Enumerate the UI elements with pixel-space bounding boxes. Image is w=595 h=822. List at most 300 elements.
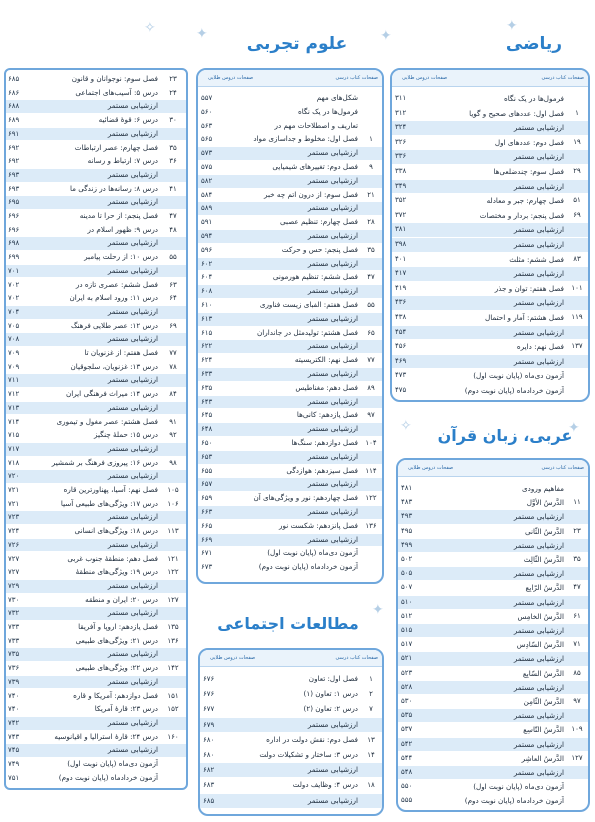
lesson-title: آزمون دی‌ماه (پایان نوبت اول) (67, 759, 158, 768)
golden-lesson-page-number: ۶۹۸ (8, 239, 20, 248)
toc-row (398, 539, 588, 552)
golden-lesson-page-number: ۶۰۴ (201, 273, 213, 282)
book-page-number: ۲۴ (169, 88, 177, 97)
lesson-title: درس ۱۵: حملهٔ چنگیز (93, 430, 158, 440)
lesson-title: ارزشیابی مستمر (107, 402, 158, 412)
book-page-number: ۷ (369, 705, 373, 714)
toc-row (398, 638, 588, 651)
lesson-title: ارزشیابی مستمر (307, 286, 358, 296)
lesson-title: فصل سوم: نوجوانان و قانون (71, 74, 158, 83)
lesson-title: ارزشیابی مستمر (107, 169, 158, 179)
toc-row (398, 681, 588, 694)
toc-row (6, 292, 186, 305)
lesson-title: فصل چهارم: عصر ارتباطات (74, 142, 158, 152)
toc-row (6, 73, 186, 86)
toc-row (6, 196, 186, 209)
toc-row (200, 687, 382, 701)
toc-row (6, 388, 186, 401)
toc-row (198, 216, 382, 229)
lesson-title: ارزشیابی مستمر (513, 654, 564, 664)
toc-row (392, 136, 588, 150)
golden-lesson-page-number: ۶۵۵ (201, 466, 213, 475)
golden-lesson-page-number: ۷۰۹ (8, 362, 20, 371)
golden-lesson-page-number: ۴۹۵ (401, 526, 413, 535)
golden-lesson-page-number: ۵۹۴ (201, 232, 213, 240)
lesson-title: فصل سوم: چندضلعی‌ها (493, 167, 564, 176)
toc-row (398, 780, 588, 793)
header-student-pages: صفحات دروس طلایی (208, 75, 254, 81)
lesson-title: ارزشیابی مستمر (107, 443, 158, 453)
toc-row (6, 251, 186, 264)
lesson-title: درس ۱۴: میراث فرهنگی ایران (65, 389, 158, 399)
toc-row (6, 100, 186, 113)
lesson-title: فصل سوم: از درون اتم چه خبر (264, 189, 358, 199)
toc-row (6, 142, 186, 155)
golden-lesson-page-number: ۶۱۵ (201, 328, 213, 337)
sparkle-decoration: ✦ (196, 26, 208, 42)
toc-row (392, 165, 588, 179)
lesson-title: ارزشیابی مستمر (307, 479, 358, 489)
lesson-title: الدَّرسُ الثّانی (524, 526, 564, 536)
toc-row (6, 470, 186, 483)
book-page-number: ۳۰ (169, 116, 177, 125)
golden-lesson-page-number: ۷۲۶ (8, 540, 20, 549)
golden-lesson-page-number: ۷۴۵ (8, 746, 20, 755)
golden-lesson-page-number: ۵۰۵ (401, 569, 413, 578)
golden-lesson-page-number: ۷۲۷ (8, 568, 20, 577)
toc-row (200, 778, 382, 792)
golden-lesson-page-number: ۵۲۳ (401, 668, 413, 677)
book-page-number: ۱۲۱ (167, 554, 179, 563)
lesson-title: فرمول‌ها در یک نگاه (297, 106, 358, 116)
book-page-number: ۱۱۴ (365, 466, 377, 475)
lesson-title: ارزشیابی مستمر (513, 181, 564, 191)
lesson-title: ارزشیابی مستمر (107, 265, 158, 275)
lesson-title: ارزشیابی مستمر (307, 719, 358, 729)
golden-lesson-page-number: ۵۶۵ (201, 135, 213, 144)
toc-row (6, 224, 186, 237)
toc-row (6, 183, 186, 196)
lesson-title: فصل اول: مخلوط و جداسازی مواد (253, 134, 358, 144)
lesson-title: فصل پنجم: از حرا تا مدینه (79, 211, 158, 220)
toc-row (392, 121, 588, 135)
lesson-title: ارزشیابی مستمر (107, 539, 158, 549)
section-title-math: ریاضی (505, 34, 563, 54)
lesson-title: الدَّرسُ الرّابِع (525, 583, 564, 593)
lesson-title: الدَّرسُ الثّامِن (523, 697, 564, 706)
golden-lesson-page-number: ۶۱۳ (201, 314, 213, 323)
book-page-number: ۱۶۰ (167, 732, 179, 741)
golden-lesson-page-number: ۶۵۳ (201, 452, 213, 461)
golden-lesson-page-number: ۷۱۱ (8, 376, 20, 385)
golden-lesson-page-number: ۶۷۱ (201, 549, 213, 558)
lesson-title: فصل ششم: عصری تازه در (75, 279, 158, 289)
lesson-title: فصل پنجم: حس و حرکت (281, 244, 358, 254)
header-student-pages: صفحات دروس طلایی (210, 655, 256, 661)
toc-row (6, 539, 186, 552)
lesson-title: درس ۱۸: ویژگی‌های انسانی (74, 526, 158, 536)
lesson-title: ارزشیابی مستمر (513, 682, 564, 692)
golden-lesson-page-number: ۷۳۹ (8, 677, 20, 686)
lesson-title: درس ۸: رسانه‌ها در زندگی ما (69, 183, 158, 193)
sparkle-decoration: ✦ (372, 602, 384, 618)
golden-lesson-page-number: ۶۴۳ (201, 397, 213, 406)
lesson-title: درس ۲۳: قارهٔ آمریکا (94, 704, 158, 714)
golden-lesson-page-number: ۴۹۹ (401, 540, 413, 549)
toc-row (6, 128, 186, 141)
lesson-title: درس ۱۳: غزنویان، سلجوقیان (70, 361, 158, 371)
book-page-number: ۳۵ (573, 555, 581, 563)
golden-lesson-page-number: ۶۶۵ (201, 521, 213, 530)
book-page-number: ۱۰۵ (167, 486, 179, 494)
toc-row (392, 150, 588, 164)
lesson-title: درس ۲۱: ویژگی‌های طبیعی (75, 635, 158, 645)
toc-row (198, 465, 382, 478)
golden-lesson-page-number: ۶۷۶ (203, 690, 215, 699)
golden-lesson-page-number: ۶۵۰ (201, 439, 213, 447)
golden-lesson-page-number: ۶۸۸ (8, 102, 20, 111)
book-page-number: ۸۳ (573, 254, 581, 263)
toc-row (6, 320, 186, 333)
toc-row (398, 738, 588, 751)
lesson-title: فصل پنجم: بردار و مختصات (479, 210, 564, 220)
golden-lesson-page-number: ۴۳۶ (395, 298, 407, 307)
toc-row (198, 506, 382, 519)
toc-row (198, 423, 382, 436)
golden-lesson-page-number: ۵۵۷ (201, 94, 213, 102)
golden-lesson-page-number: ۶۸۰ (203, 751, 215, 759)
lesson-title: ارزشیابی مستمر (107, 580, 158, 590)
lesson-title: فصل نهم: الکتریسیته (294, 355, 358, 365)
golden-lesson-page-number: ۵۰۲ (401, 555, 413, 563)
lesson-title: ارزشیابی مستمر (307, 258, 358, 268)
lesson-title: ارزشیابی مستمر (307, 148, 358, 158)
toc-row (198, 106, 382, 119)
golden-lesson-page-number: ۷۳۶ (8, 664, 20, 673)
toc-row (398, 482, 588, 495)
toc-row (398, 667, 588, 680)
golden-lesson-page-number: ۵۲۱ (401, 654, 413, 663)
lesson-title: فصل هشتم: عصر مغول و تیموری (56, 416, 158, 426)
table-header (200, 650, 382, 667)
toc-row (398, 766, 588, 779)
toc-row (6, 498, 186, 511)
golden-lesson-page-number: ۷۰۲ (8, 294, 20, 303)
lesson-title: شکل‌های مهم (316, 93, 358, 102)
golden-lesson-page-number: ۷۳۲ (8, 609, 20, 618)
golden-lesson-page-number: ۶۹۶ (8, 225, 20, 234)
golden-lesson-page-number: ۷۳۵ (8, 650, 20, 659)
lesson-title: ارزشیابی مستمر (107, 717, 158, 727)
golden-lesson-page-number: ۵۱۵ (401, 626, 413, 634)
golden-lesson-page-number: ۶۸۹ (8, 116, 20, 125)
golden-lesson-page-number: ۳۱۲ (395, 108, 407, 117)
toc-row (6, 210, 186, 223)
golden-lesson-page-number: ۶۸۵ (203, 796, 215, 805)
toc-row (392, 267, 588, 281)
toc-row (6, 690, 186, 703)
book-page-number: ۱ (575, 108, 579, 117)
toc-row (198, 340, 382, 353)
toc-row (6, 333, 186, 346)
book-page-number: ۱۵۱ (167, 691, 179, 700)
toc-box-math (390, 68, 590, 402)
lesson-title: ارزشیابی مستمر (513, 711, 564, 721)
book-page-number: ۶۹ (573, 210, 581, 219)
golden-lesson-page-number: ۷۱۵ (8, 431, 20, 440)
book-page-number: ۱۲۲ (365, 494, 377, 503)
golden-lesson-page-number: ۶۶۳ (201, 508, 213, 516)
toc-row (6, 594, 186, 607)
lesson-title: فصل دوازدهم: آمریکا و قاره (73, 690, 158, 700)
toc-row (198, 354, 382, 367)
lesson-title: ارزشیابی مستمر (107, 334, 158, 344)
toc-row (198, 451, 382, 464)
lesson-title: ارزشیابی مستمر (107, 197, 158, 207)
golden-lesson-page-number: ۶۸۶ (8, 88, 20, 97)
toc-row (392, 194, 588, 208)
book-page-number: ۱۳ (367, 735, 375, 744)
section-title-arabic: عربی، زبان قرآن (437, 426, 573, 445)
toc-row (198, 285, 382, 298)
book-page-number: ۲۳ (169, 75, 177, 83)
toc-row (200, 733, 382, 747)
golden-lesson-page-number: ۶۷۶ (203, 675, 215, 683)
toc-row (6, 114, 186, 127)
toc-row (6, 347, 186, 360)
toc-row (198, 147, 382, 160)
golden-lesson-page-number: ۶۳۵ (201, 383, 213, 392)
lesson-title: فصل یازدهم: کانی‌ها (296, 410, 358, 420)
golden-lesson-page-number: ۶۱۰ (201, 301, 213, 309)
toc-row (6, 662, 186, 675)
sparkle-decoration: ✦ (568, 420, 580, 436)
lesson-title: الدَّرسُ الثّالِث (523, 555, 564, 564)
toc-box-arabic (396, 458, 590, 812)
book-page-number: ۱۴۲ (167, 664, 179, 673)
toc-row (198, 327, 382, 340)
toc-row (6, 306, 186, 319)
golden-lesson-page-number: ۴۵۶ (395, 342, 407, 351)
lesson-title: ارزشیابی مستمر (307, 424, 358, 434)
book-page-number: ۳۶ (169, 157, 177, 166)
golden-lesson-page-number: ۶۸۵ (8, 75, 20, 83)
section-title-social: مطالعات اجتماعی (217, 614, 359, 633)
toc-row (392, 92, 588, 106)
lesson-title: فصل ششم: تنظیم هورمونی (272, 272, 358, 282)
book-page-number: ۱ (369, 135, 373, 144)
golden-lesson-page-number: ۶۰۲ (201, 259, 213, 268)
lesson-title: فصل چهاردهم: نور و ویژگی‌های آن (253, 493, 358, 503)
golden-lesson-page-number: ۶۵۹ (201, 494, 213, 503)
golden-lesson-page-number: ۷۱۸ (8, 458, 20, 467)
golden-lesson-page-number: ۶۶۹ (201, 535, 213, 544)
toc-row (398, 510, 588, 523)
golden-lesson-page-number: ۷۴۰ (8, 691, 20, 700)
lesson-title: فصل هفتم: الفبای زیست فناوری (259, 300, 358, 309)
toc-row (198, 478, 382, 491)
book-page-number: ۲ (369, 690, 373, 699)
toc-row (398, 525, 588, 538)
book-page-number: ۱۱۹ (571, 313, 583, 321)
sparkle-decoration: ✧ (400, 418, 412, 434)
lesson-title: درس ۱۹: ویژگی‌های منطقهٔ (75, 567, 158, 577)
golden-lesson-page-number: ۷۲۰ (8, 472, 20, 481)
lesson-title: فصل اول: تعاون (308, 674, 358, 683)
toc-row (6, 402, 186, 415)
lesson-title: فصل دوم: تغییرهای شیمیایی (272, 162, 358, 171)
lesson-title: ارزشیابی مستمر (307, 341, 358, 351)
toc-row (6, 429, 186, 442)
toc-row (198, 92, 382, 105)
golden-lesson-page-number: ۶۹۲ (8, 157, 20, 166)
golden-lesson-page-number: ۵۳۷ (401, 725, 413, 734)
toc-row (198, 382, 382, 395)
book-page-number: ۳۵ (169, 143, 177, 152)
book-page-number: ۱۹ (573, 137, 581, 146)
toc-row (6, 717, 186, 730)
book-page-number: ۱۱ (573, 498, 581, 507)
book-page-number: ۴۷ (169, 212, 177, 220)
toc-row (198, 258, 382, 271)
toc-row (198, 492, 382, 505)
lesson-title: آزمون دی‌ماه (پایان نوبت اول) (473, 782, 564, 792)
golden-lesson-page-number: ۷۰۱ (8, 266, 20, 275)
lesson-title: فرمول‌ها در یک نگاه (503, 94, 564, 103)
golden-lesson-page-number: ۵۴۲ (401, 739, 413, 748)
golden-lesson-page-number: ۷۰۸ (8, 335, 20, 344)
book-page-number: ۱۴ (367, 751, 375, 759)
golden-lesson-page-number: ۷۰۴ (8, 307, 20, 316)
toc-row (198, 202, 382, 215)
toc-row (392, 369, 588, 383)
golden-lesson-page-number: ۵۸۲ (201, 176, 213, 185)
lesson-title: فصل دوازدهم: سنگ‌ها (291, 438, 358, 447)
toc-row (198, 437, 382, 450)
toc-row (200, 748, 382, 762)
book-page-number: ۹۲ (169, 431, 177, 440)
lesson-title: فصل هفتم: توان و جذر (494, 283, 564, 293)
golden-lesson-page-number: ۶۷۳ (201, 563, 213, 572)
toc-row (392, 384, 588, 398)
toc-row (198, 175, 382, 188)
lesson-title: ارزشیابی مستمر (307, 451, 358, 461)
lesson-title: آزمون دی‌ماه (پایان نوبت اول) (267, 548, 358, 558)
golden-lesson-page-number: ۶۹۲ (8, 143, 20, 152)
toc-row (6, 484, 186, 497)
golden-lesson-page-number: ۷۲۹ (8, 581, 20, 590)
lesson-title: فصل اول: عددهای صحیح و گویا (469, 108, 564, 118)
toc-row (198, 133, 382, 146)
book-page-number: ۱۳۵ (167, 623, 179, 631)
lesson-title: درس ۷: ارتباط و رسانه (87, 156, 158, 166)
lesson-title: ارزشیابی مستمر (307, 313, 358, 323)
book-page-number: ۵۵ (367, 301, 375, 309)
toc-row (6, 607, 186, 620)
toc-row (392, 282, 588, 296)
golden-lesson-page-number: ۶۸۲ (203, 766, 215, 775)
lesson-title: ارزشیابی مستمر (513, 269, 564, 279)
toc-row (398, 553, 588, 566)
golden-lesson-page-number: ۴۸۳ (401, 498, 413, 507)
golden-lesson-page-number: ۴۷۳ (395, 371, 407, 380)
header-book-pages: صفحات کتاب درسی (335, 655, 378, 661)
lesson-title: ارزشیابی مستمر (513, 569, 564, 579)
toc-row (6, 553, 186, 566)
lesson-title: ارزشیابی مستمر (513, 356, 564, 366)
golden-lesson-page-number: ۵۴۴ (401, 753, 413, 762)
book-page-number: ۲۸ (367, 218, 375, 227)
golden-lesson-page-number: ۳۲۶ (395, 137, 407, 146)
golden-lesson-page-number: ۴۵۴ (395, 327, 407, 336)
toc-row (200, 763, 382, 777)
lesson-title: ارزشیابی مستمر (513, 739, 564, 749)
toc-row (398, 794, 588, 807)
lesson-title: آزمون دی‌ماه (پایان نوبت اول) (473, 371, 564, 381)
toc-row (6, 744, 186, 757)
book-page-number: ۸۹ (367, 383, 375, 392)
golden-lesson-page-number: ۷۰۵ (8, 321, 20, 330)
book-page-number: ۶۵ (367, 328, 375, 337)
golden-lesson-page-number: ۷۱۳ (8, 403, 20, 412)
lesson-title: درس ۱۷: ویژگی‌های طبیعی آسیا (60, 498, 158, 508)
toc-row (198, 161, 382, 174)
golden-lesson-page-number: ۷۲۳ (8, 513, 20, 522)
book-page-number: ۱۱۳ (167, 527, 179, 536)
book-page-number: ۱۸ (367, 781, 375, 790)
lesson-title: درس ۱۰: از رحلت پیامبر (84, 252, 158, 262)
toc-row (6, 361, 186, 374)
toc-row (6, 87, 186, 100)
toc-row (392, 326, 588, 340)
lesson-title: ارزشیابی مستمر (107, 306, 158, 316)
lesson-title: فصل چهارم: تنظیم عصبی (280, 217, 358, 227)
golden-lesson-page-number: ۶۹۱ (8, 129, 20, 138)
golden-lesson-page-number: ۷۲۱ (8, 499, 20, 508)
golden-lesson-page-number: ۵۸۴ (201, 190, 213, 199)
book-page-number: ۱۲۷ (167, 595, 179, 604)
lesson-title: ارزشیابی مستمر (307, 396, 358, 406)
golden-lesson-page-number: ۶۸۳ (203, 781, 215, 790)
golden-lesson-page-number: ۶۸۰ (203, 735, 215, 744)
book-page-number: ۱۰۴ (365, 439, 377, 447)
golden-lesson-page-number: ۷۱۷ (8, 444, 20, 453)
toc-row (6, 703, 186, 716)
lesson-title: ارزشیابی مستمر (513, 298, 564, 308)
golden-lesson-page-number: ۴۱۷ (395, 269, 407, 278)
golden-lesson-page-number: ۷۴۰ (8, 705, 20, 714)
book-page-number: ۷۷ (169, 349, 177, 357)
header-book-pages: صفحات کتاب درسی (335, 75, 378, 81)
golden-lesson-page-number: ۵۹۶ (201, 245, 213, 254)
golden-lesson-page-number: ۷۳۳ (8, 623, 20, 631)
toc-row (6, 676, 186, 689)
toc-row (398, 709, 588, 722)
golden-lesson-page-number: ۴۷۵ (395, 386, 407, 394)
book-page-number: ۱۰۱ (571, 283, 583, 292)
golden-lesson-page-number: ۳۳۸ (395, 167, 407, 175)
book-page-number: ۲۱ (367, 190, 375, 199)
lesson-title: الدَّرسُ التّاسِع (523, 725, 564, 735)
toc-row (392, 253, 588, 267)
toc-row (6, 731, 186, 744)
toc-row (6, 279, 186, 292)
toc-row (398, 581, 588, 594)
lesson-title: فصل نهم: آسیا، پهناورترین قاره (63, 485, 158, 494)
toc-row (198, 230, 382, 243)
book-page-number: ۹۱ (169, 417, 177, 426)
golden-lesson-page-number: ۵۱۷ (401, 640, 413, 649)
